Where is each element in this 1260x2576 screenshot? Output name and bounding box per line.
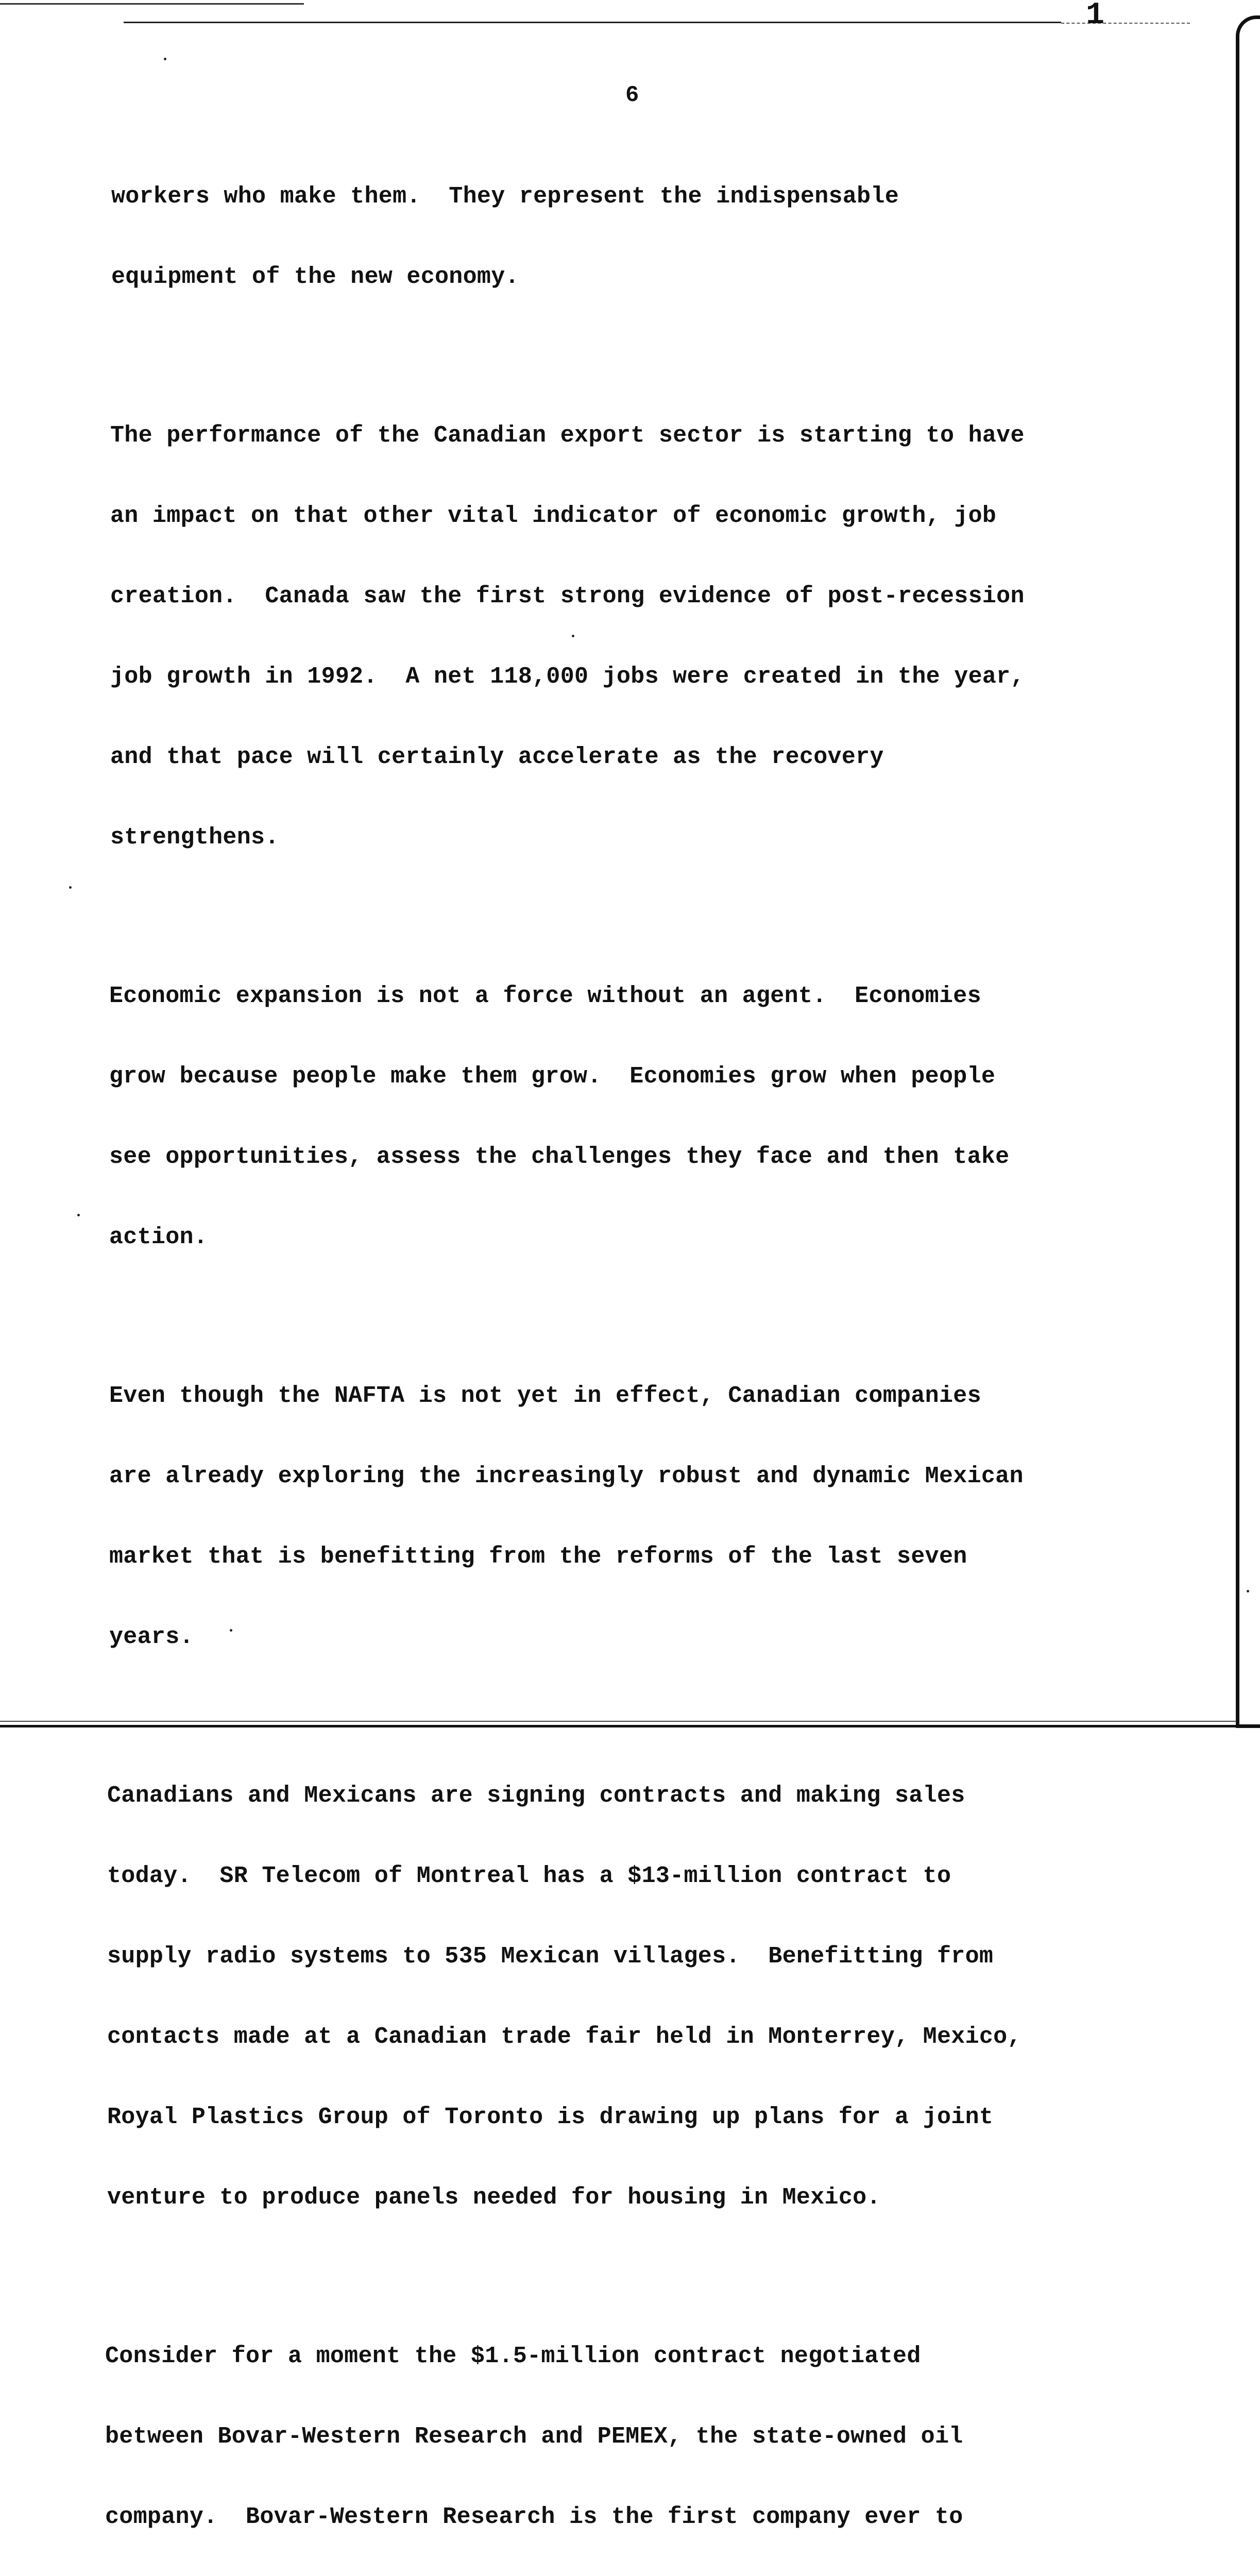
text-line: are already exploring the increasingly robust and dynamic Mexican (109, 1463, 1024, 1489)
text-line: today. SR Telecom of Montreal has a $13-million contract to (107, 1863, 951, 1889)
text-line: between Bovar-Western Research and PEMEX, the state-owned oil (105, 2424, 963, 2450)
text-line: see opportunities, assess the challenges they face and then take (109, 1144, 1010, 1170)
text-line: grow because people make them grow. Economies grow when people (109, 1063, 996, 1090)
text-line: action. (109, 1224, 208, 1250)
page-number: 6 (625, 82, 639, 108)
scan-header-dashed-rule (1061, 23, 1190, 24)
paragraph (111, 130, 1189, 344)
text-line: strengthens. (110, 824, 279, 851)
text-line: venture to produce panels needed for housing in Mexico. (107, 2184, 881, 2211)
text-line: company. Bovar-Western Research is the first company ever to (105, 2504, 963, 2530)
scan-header-rule (124, 22, 1061, 23)
text-line: market that is benefitting from the reforms of the last seven (109, 1544, 967, 1570)
text-line: supply radio systems to 535 Mexican villages. Benefitting from (107, 1943, 994, 1970)
scan-speck (77, 1214, 80, 1216)
scan-right-bracket (1236, 15, 1260, 1728)
text-line: equipment of the new economy. (111, 264, 519, 290)
text-line: Even though the NAFTA is not yet in effect, Canadian companies (109, 1383, 981, 1409)
paragraph (109, 929, 1189, 1304)
text-line: workers who make them. They represent the indispensable (111, 183, 899, 210)
text-line: Canadians and Mexicans are signing contracts and making sales (107, 1783, 965, 1809)
text-line: Consider for a moment the $1.5-million contract negotiated (105, 2343, 921, 2369)
text-line: job growth in 1992. A net 118,000 jobs were created in the year, (110, 664, 1025, 690)
paragraph (109, 1329, 1189, 1704)
paragraph (110, 369, 1189, 905)
text-line: years. (109, 1624, 194, 1650)
text-line: and that pace will certainly accelerate as the recovery (110, 744, 884, 770)
scan-top-rule (0, 3, 304, 5)
text-line: creation. Canada saw the first strong evidence of post-recession (110, 583, 1025, 609)
scan-corner-mark: 1 (1086, 0, 1105, 33)
text-line: Royal Plastics Group of Toronto is drawing up plans for a joint (107, 2104, 994, 2130)
scan-speck (69, 886, 72, 889)
paragraph (107, 1729, 1189, 2265)
text-line: contacts made at a Canadian trade fair held in Monterrey, Mexico, (107, 2024, 1021, 2050)
body-text (107, 130, 1189, 2576)
text-line: Economic expansion is not a force without an agent. Economies (109, 983, 981, 1009)
scan-speck (164, 58, 166, 60)
paragraph (105, 2290, 1189, 2576)
text-line: The performance of the Canadian export sector is starting to have (110, 422, 1025, 449)
scan-speck (1247, 1590, 1249, 1592)
text-line: an impact on that other vital indicator of economic growth, job (110, 503, 997, 529)
